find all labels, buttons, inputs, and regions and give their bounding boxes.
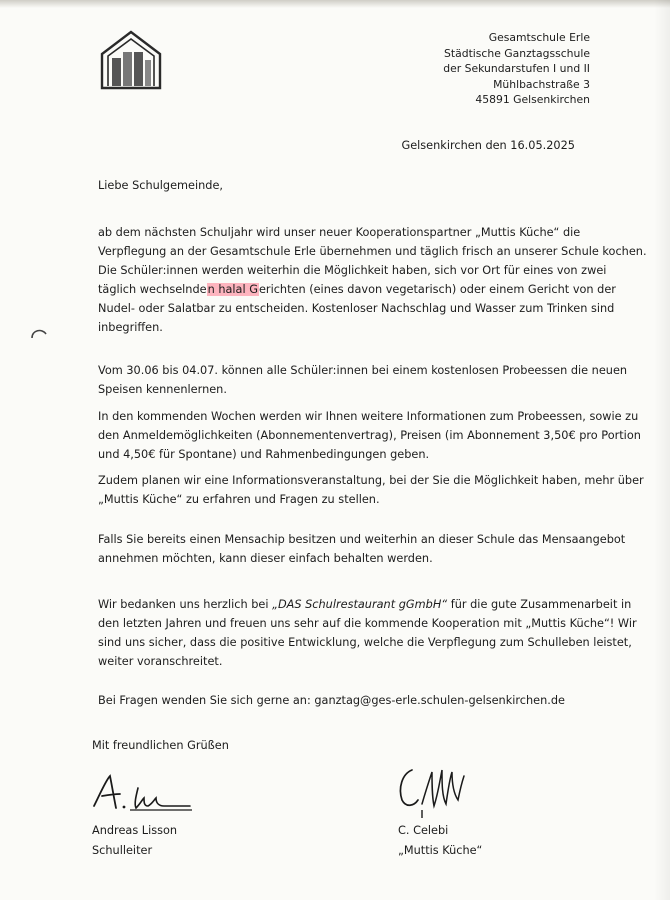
address-line: Städtische Ganztagsschule (444, 46, 590, 60)
closing-phrase: Mit freundlichen Grüßen (92, 739, 229, 752)
paragraph-contact (98, 691, 588, 710)
paragraph-mensa-chip (98, 530, 626, 568)
text-line: den Anmeldemöglichkeiten (Abonnementenvertrag), Preisen (im Abonnement 3,50€ pro Portion (98, 429, 641, 442)
paper-shadow (0, 0, 670, 8)
text-line: annehmen möchten, kann dieser einfach behalten werden. (98, 552, 433, 565)
text-line: Zudem planen wir eine Informationsveranstaltung, bei der Sie die Möglichkeit haben, mehr über (98, 474, 644, 487)
signer-celebi (398, 821, 482, 861)
paragraph-event (98, 471, 644, 509)
house-logo-icon (98, 28, 164, 90)
paragraph-trial-meal (98, 361, 628, 399)
text-span: erichten (eines davon vegetarisch) oder einem Gericht von der (258, 283, 616, 296)
text-line (98, 280, 616, 299)
school-address (443, 30, 590, 108)
signer-name: C. Celebi (398, 824, 449, 837)
salutation: Liebe Schulgemeinde, (98, 179, 224, 192)
contact-line: Bei Fragen wenden Sie sich gerne an: ganztag@ges-erle.schulen-gelsenkirchen.de (98, 694, 565, 707)
address-line: Gesamtschule Erle (488, 31, 590, 44)
highlighted-text: n halal G (207, 283, 258, 296)
signature-lisson-icon (86, 768, 196, 818)
address-line: der Sekundarstufen I und II (443, 62, 590, 76)
signer-name: Andreas Lisson (92, 824, 178, 837)
signature-celebi-icon (392, 760, 482, 822)
paragraph-information (98, 407, 641, 464)
letter-date: Gelsenkirchen den 16.05.2025 (401, 139, 575, 152)
signer-role: „Muttis Küche“ (398, 844, 483, 857)
address-line: 45891 Gelsenkirchen (475, 93, 590, 107)
text-line: „Muttis Küche“ zu erfahren und Fragen zu stellen. (98, 493, 380, 506)
address-line: Mühlbachstraße 3 (493, 77, 590, 91)
text-line: ab dem nächsten Schuljahr wird unser neuer Kooperationspartner „Muttis Küche“ die (98, 226, 581, 239)
text-span: für die gute Zusammenarbeit in (447, 598, 632, 611)
text-span: täglich wechselnde (98, 283, 207, 296)
text-line: Nudel- oder Salatbar zu entscheiden. Kostenloser Nachschlag und Wasser zum Trinken sind (98, 302, 615, 315)
paper-edge (654, 0, 670, 900)
text-line: weiter voranschreitet. (98, 655, 223, 668)
partner-name-italic: „DAS Schulrestaurant gGmbH“ (272, 598, 448, 611)
text-line: inbegriffen. (98, 321, 163, 334)
signer-lisson (92, 821, 177, 861)
text-line: Verpflegung an der Gesamtschule Erle übernehmen und täglich frisch an unserer Schule kochen. (98, 245, 647, 258)
paragraph-thanks (98, 595, 637, 671)
text-line: sind uns sicher, dass die positive Entwicklung, welche die Verpflegung zum Schulleben leistet, (98, 636, 632, 649)
text-line (98, 595, 632, 614)
text-line: und 4,50€ für Spontane) und Rahmenbedingungen geben. (98, 448, 430, 461)
signer-role: Schulleiter (92, 844, 153, 857)
text-line: den letzten Jahren und freuen uns sehr auf die kommende Kooperation mit „Muttis Küche“! Wir (98, 617, 637, 630)
text-span: Wir bedanken uns herzlich bei (98, 598, 273, 611)
text-line: In den kommenden Wochen werden wir Ihnen weitere Informationen zum Probeessen, sowie zu (98, 410, 639, 423)
text-line: Falls Sie bereits einen Mensachip besitzen und weiterhin an dieser Schule das Mensaangebot (98, 533, 626, 546)
text-line: Speisen kennenlernen. (98, 383, 227, 396)
text-line: Vom 30.06 bis 04.07. können alle Schüler:innen bei einem kostenlosen Probeessen die neuen (98, 364, 628, 377)
text-line: Die Schüler:innen werden weiterhin die Möglichkeit haben, sich vor Ort für eines von zwei (98, 264, 607, 277)
punch-hole-mark (30, 326, 48, 340)
paragraph-intro (98, 223, 647, 337)
